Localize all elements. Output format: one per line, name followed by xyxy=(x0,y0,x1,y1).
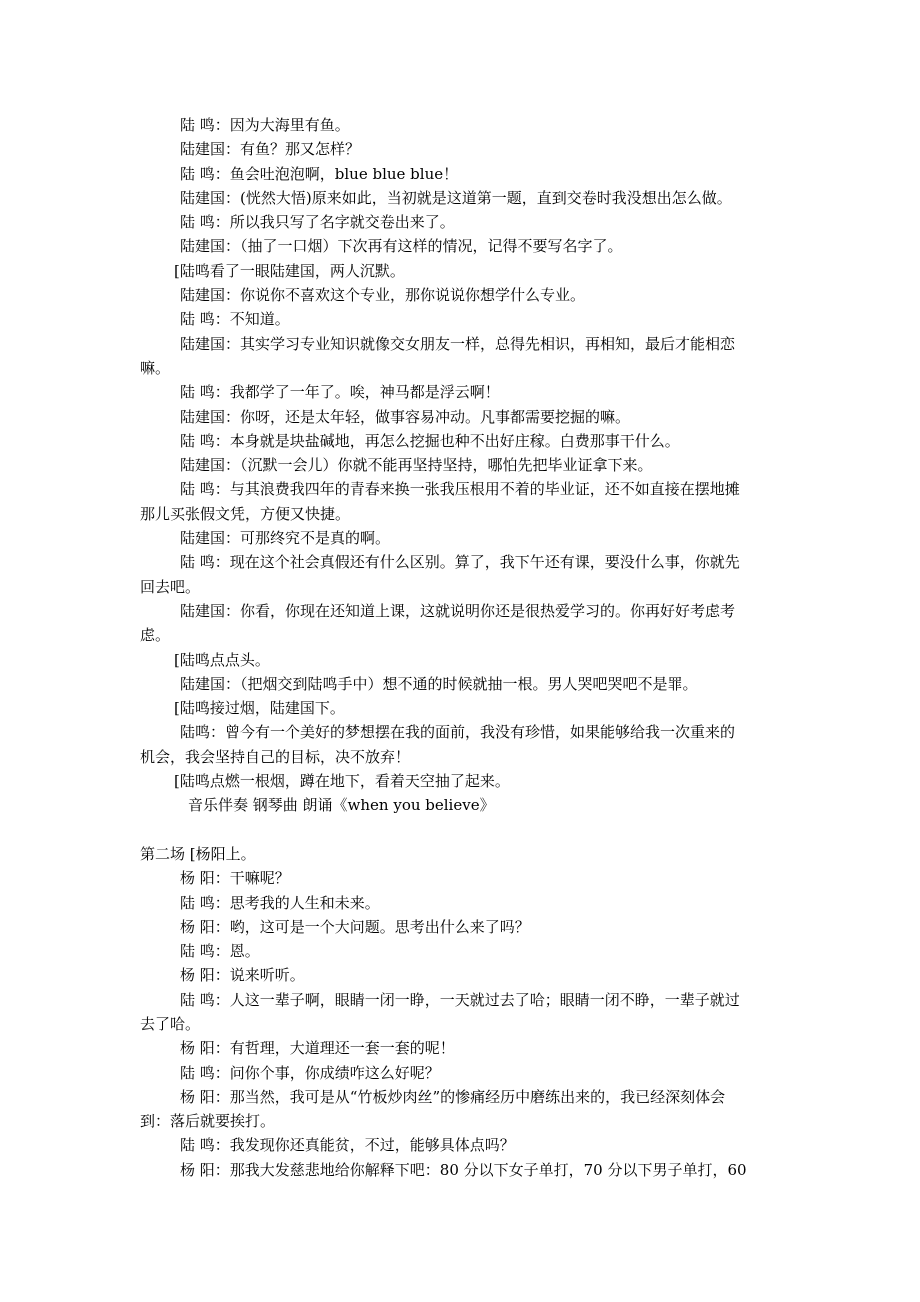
text-line: 机会，我会坚持自己的目标，决不放弃！ xyxy=(140,747,411,766)
text-line: 陆 鸣：我都学了一年了。唉，神马都是浮云啊！ xyxy=(180,383,500,402)
text-line: 陆建国：你呀，还是太年轻，做事容易冲动。凡事都需要挖掘的嘛。 xyxy=(180,407,631,426)
text-line: 杨 阳：那当然，我可是从“竹板炒肉丝”的惨痛经历中磨练出来的，我已经深刻体会 xyxy=(180,1087,726,1106)
text-line: 陆 鸣：本身就是块盐碱地，再怎么挖掘也种不出好庄稼。白费那事干什么。 xyxy=(180,431,680,450)
text-line: 陆建国：有鱼？那又怎样？ xyxy=(180,140,361,159)
text-line: [陆鸣看了一眼陆建国，两人沉默。 xyxy=(174,261,405,280)
text-line: 陆建国：（抽了一口烟）下次再有这样的情况，记得不要写名字了。 xyxy=(180,237,623,256)
text-line: 杨 阳：有哲理，大道理还一套一套的呢！ xyxy=(180,1039,455,1058)
text-line: 陆鸣：曾今有一个美好的梦想摆在我的面前，我没有珍惜，如果能够给我一次重来的 xyxy=(180,723,736,742)
text-line: 陆建国：可那终究不是真的啊。 xyxy=(180,529,391,548)
text-line: 到：落后就要挨打。 xyxy=(140,1112,276,1131)
text-line: 陆 鸣：人这一辈子啊，眼睛一闭一睁，一天就过去了哈；眼睛一闭不睁，一辈子就过 xyxy=(180,990,740,1009)
text-line: 陆建国：你看，你现在还知道上课，这就说明你还是很热爱学习的。你再好好考虑考 xyxy=(180,601,736,620)
text-line: 杨 阳：哟，这可是一个大问题。思考出什么来了吗？ xyxy=(180,917,530,936)
text-line: 虑。 xyxy=(140,626,171,645)
text-line: [陆鸣点燃一根烟，蹲在地下，看着天空抽了起来。 xyxy=(174,772,510,791)
text-line: 杨 阳：那我大发慈悲地给你解释下吧：80 分以下女子单打，70 分以下男子单打，60 xyxy=(180,1160,747,1179)
text-line: 去了哈。 xyxy=(140,1014,201,1033)
text-line: 陆 鸣：不知道。 xyxy=(180,310,290,329)
text-line: 陆建国：（沉默一会儿）你就不能再坚持坚持，哪怕先把毕业证拿下来。 xyxy=(180,456,653,475)
text-line: 陆建国：（把烟交到陆鸣手中）想不通的时候就抽一根。男人哭吧哭吧不是罪。 xyxy=(180,674,698,693)
text-line: 陆建国：你说你不喜欢这个专业，那你说说你想学什么专业。 xyxy=(180,286,586,305)
text-line: 那儿买张假文凭，方便又快捷。 xyxy=(140,504,351,523)
text-line: 杨 阳：干嘛呢？ xyxy=(180,869,290,888)
script-text-body xyxy=(140,113,790,1182)
text-line: 第二场 [杨阳上。 xyxy=(140,844,256,863)
text-line: [陆鸣点点头。 xyxy=(174,650,270,669)
text-line: 陆建国：其实学习专业知识就像交女朋友一样，总得先相识，再相知，最后才能相恋 xyxy=(180,334,736,353)
text-line: 嘛。 xyxy=(140,358,171,377)
text-line: 陆 鸣：鱼会吐泡泡啊，blue blue blue！ xyxy=(180,164,459,183)
text-line: 陆 鸣：恩。 xyxy=(180,942,260,961)
text-line: 陆 鸣：我发现你还真能贫，不过，能够具体点吗？ xyxy=(180,1136,515,1155)
text-line: 陆 鸣：所以我只写了名字就交卷出来了。 xyxy=(180,213,455,232)
text-line: 陆 鸣：思考我的人生和未来。 xyxy=(180,893,380,912)
text-line: 陆 鸣：因为大海里有鱼。 xyxy=(180,116,350,134)
text-line: [陆鸣接过烟，陆建国下。 xyxy=(174,699,345,718)
text-line: 音乐伴奏 钢琴曲 朗诵《when you believe》 xyxy=(188,796,495,815)
text-line: 陆 鸣：与其浪费我四年的青春来换一张我压根用不着的毕业证，还不如直接在摆地摊 xyxy=(180,480,740,499)
text-line: 杨 阳：说来听听。 xyxy=(180,966,305,985)
text-line: 陆建国：(恍然大悟)原来如此，当初就是这道第一题，直到交卷时我没想出怎么做。 xyxy=(180,188,732,207)
blank-line xyxy=(140,818,790,842)
text-line: 陆 鸣：问你个事，你成绩咋这么好呢？ xyxy=(180,1063,440,1082)
text-line: 陆 鸣：现在这个社会真假还有什么区别。算了，我下午还有课，要没什么事，你就先 xyxy=(180,553,740,572)
text-line: 回去吧。 xyxy=(140,577,201,596)
